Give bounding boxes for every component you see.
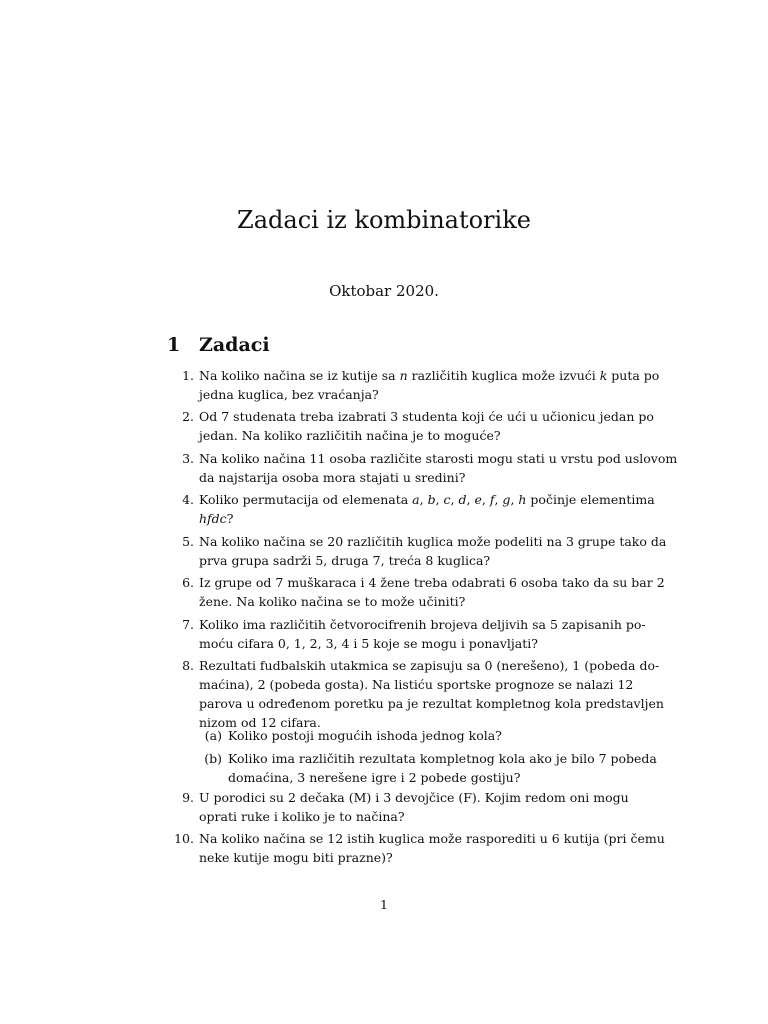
problem-line: jedna kuglica, bez vraćanja?: [199, 387, 379, 402]
problem-line: Na koliko načina se 20 različitih kuglica može podeliti na 3 grupe tako da: [199, 534, 667, 549]
problem-line: Na koliko načina se 12 istih kuglica može rasporediti u 6 kutija (pri čemu: [199, 831, 665, 846]
problem-number: 4.: [182, 492, 194, 507]
problem-number: 5.: [182, 534, 194, 549]
document-date: Oktobar 2020.: [329, 282, 439, 300]
problem-line: prva grupa sadrži 5, druga 7, treća 8 kuglica?: [199, 553, 491, 568]
problem-line: Koliko ima različitih četvorocifrenih brojeva deljivih sa 5 zapisanih po-: [199, 617, 646, 632]
problem-line: žene. Na koliko načina se to može učiniti?: [199, 594, 466, 609]
subproblem-line: Koliko postoji mogućih ishoda jednog kola?: [228, 728, 502, 743]
section-heading: [167, 332, 270, 358]
problem-text: [199, 490, 655, 528]
problem-line: Od 7 studenata treba izabrati 3 studenta koji će ući u učionicu jedan po: [199, 409, 654, 424]
problem-line: nizom od 12 cifara.: [199, 715, 321, 730]
problem-number: 8.: [182, 658, 194, 673]
problem-number: 10.: [174, 831, 194, 846]
problem-number: 6.: [182, 575, 194, 590]
problem-number: 7.: [182, 617, 194, 632]
problem-line: Rezultati fudbalskih utakmica se zapisuju sa 0 (nerešeno), 1 (pobeda do-: [199, 658, 660, 673]
problem-number: 1.: [182, 368, 194, 383]
problem-text: [199, 407, 654, 445]
problem-text: [199, 366, 660, 404]
problem-line: moću cifara 0, 1, 2, 3, 4 i 5 koje se mogu i ponavljati?: [199, 636, 538, 651]
problem-number: 2.: [182, 409, 194, 424]
problem-line: parova u određenom poretku pa je rezultat kompletnog kola predstavljen: [199, 696, 664, 711]
problem-line: neke kutije mogu biti prazne)?: [199, 850, 393, 865]
subproblem-line: Koliko ima različitih rezultata kompletnog kola ako je bilo 7 pobeda: [228, 751, 657, 766]
subproblem-text: [228, 749, 657, 787]
problem-text: [199, 449, 678, 487]
problem-text: [199, 788, 629, 826]
problem-line: jedan. Na koliko različitih načina je to moguće?: [199, 428, 501, 443]
problem-line: da najstarija osoba mora stajati u sredini?: [199, 470, 466, 485]
problem-line: Na koliko načina se iz kutije sa n različitih kuglica može izvući k puta po: [199, 368, 660, 383]
problem-text: [199, 829, 665, 867]
problem-line: Na koliko načina 11 osoba različite starosti mogu stati u vrstu pod uslovom: [199, 451, 678, 466]
page-number: 1: [380, 897, 388, 912]
subproblem-label: (b): [204, 751, 222, 766]
problem-line: maćina), 2 (pobeda gosta). Na listiću sportske prognoze se nalazi 12: [199, 677, 634, 692]
problem-text: [199, 573, 665, 611]
problem-number: 3.: [182, 451, 194, 466]
document-title: Zadaci iz kombinatorike: [237, 206, 531, 234]
subproblem-text: [228, 726, 606, 745]
subproblem-label: (a): [204, 728, 222, 743]
problem-number: 9.: [182, 790, 194, 805]
section-title: Zadaci: [199, 334, 270, 356]
problem-text: [199, 656, 664, 732]
problem-line: Iz grupe od 7 muškaraca i 4 žene treba odabrati 6 osoba tako da su bar 2: [199, 575, 665, 590]
subproblem-line: domaćina, 3 nerešene igre i 2 pobede gostiju?: [228, 770, 521, 785]
problem-text: [199, 615, 646, 653]
section-number: 1: [167, 334, 181, 356]
problem-line: hfdc?: [199, 511, 234, 526]
problem-text: [199, 532, 667, 570]
problem-line: Koliko permutacija od elemenata a, b, c, d, e, f, g, h počinje elementima: [199, 492, 655, 507]
problem-line: U porodici su 2 dečaka (M) i 3 devojčice (F). Kojim redom oni mogu: [199, 790, 629, 805]
problem-line: oprati ruke i koliko je to načina?: [199, 809, 405, 824]
